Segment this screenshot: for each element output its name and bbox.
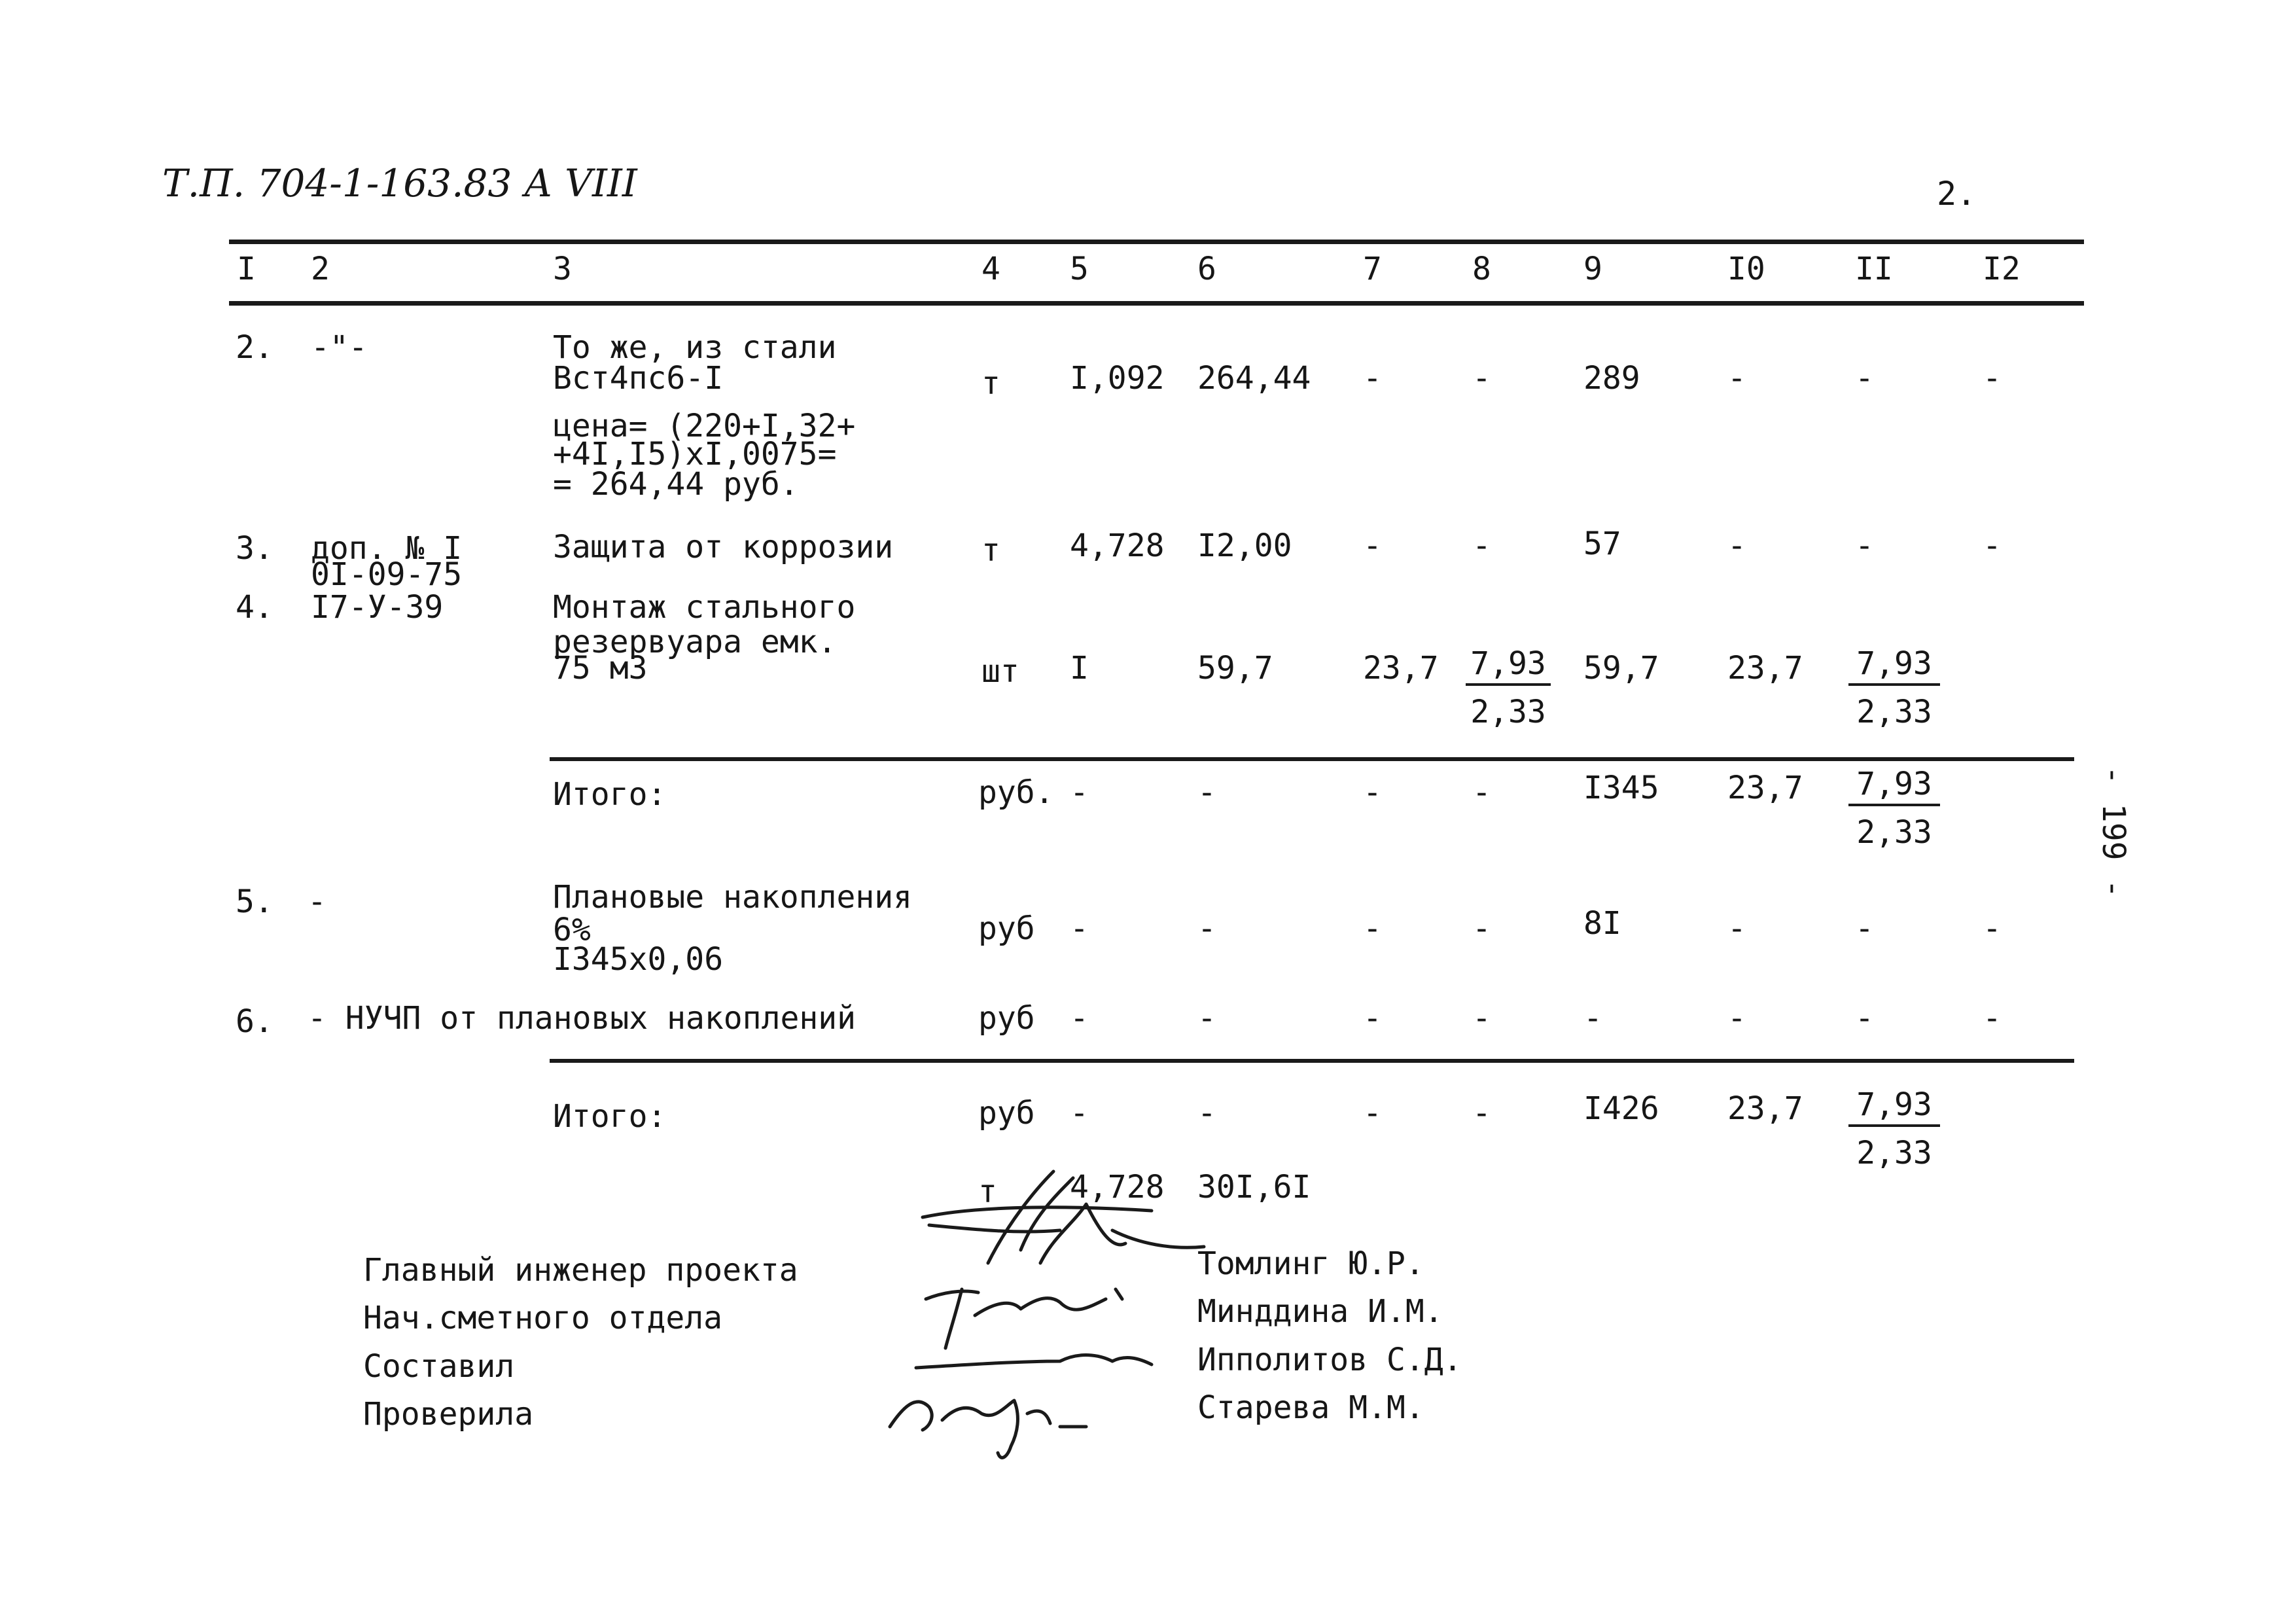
value-cell: - [1070,1095,1089,1132]
row-reference: - [308,883,327,920]
value-cell: - [1197,774,1216,811]
quantity-cell: 4,728 [1070,527,1165,564]
value-cell: - [1855,527,1874,564]
row-reference: 0I-09-75 [311,556,463,593]
column-header: I [237,251,256,287]
row-description: То же, из стали [553,329,837,366]
value-cell: - [1727,910,1746,947]
fraction-denominator: 2,33 [1856,814,1932,851]
value-cell: - [1855,360,1874,397]
value-cell: - [1983,360,2002,397]
value-cell: - [1363,527,1382,564]
row-number: 3. [236,530,274,567]
row-description: Вст4пс6-I [553,360,724,397]
column-header: 8 [1472,251,1491,287]
value-cell: 23,7 [1727,650,1803,687]
signature-stroke [890,1400,1086,1457]
side-page-number: - 199 - [2095,766,2132,899]
value-cell: - [1363,910,1382,947]
row-description: резервуара емк. [553,624,837,660]
price-formula: +4I,I5)xI,0075= [553,436,837,473]
value-cell: - [1472,910,1491,947]
signature-stroke [926,1289,1122,1348]
column-header: II [1855,251,1893,287]
row-description: I345x0,06 [553,941,724,978]
value-cell: 57 [1583,526,1621,562]
value-cell: - [1070,910,1089,947]
row-reference: доп. № I [311,530,463,567]
value-cell: - [1583,1000,1602,1037]
fraction-denominator: 2,33 [1470,694,1546,730]
unit-cell: т [978,1173,997,1210]
value-cell: 59,7 [1197,650,1273,687]
value-cell: - [1197,910,1216,947]
column-header: 3 [553,251,572,287]
row-description: Монтаж стального [553,589,856,626]
signatory-role: Главный инженер проекта [363,1252,798,1289]
value-cell: 23,7 [1727,770,1803,806]
signatory-name: Ипполитов С.Д. [1197,1342,1462,1378]
value-cell: - [1197,1000,1216,1037]
value-cell: - [1472,1095,1491,1132]
column-header: 5 [1070,251,1089,287]
row-description: 6% [553,912,591,948]
column-header: I0 [1727,251,1765,287]
signature-stroke [916,1355,1152,1368]
value-cell: - [1472,774,1491,811]
value-cell: 23,7 [1727,1090,1803,1127]
value-cell: 30I,6I [1197,1169,1311,1205]
subtotal-label: Итого: [553,1098,667,1135]
unit-cell: руб [978,910,1035,947]
fraction-denominator: 2,33 [1856,1135,1932,1171]
row-description: Защита от коррозии [553,529,894,565]
value-cell: - [1727,1000,1746,1037]
value-cell: - [1472,360,1491,397]
column-header: 2 [311,251,330,287]
value-cell: I345 [1583,770,1659,806]
value-cell: - [1070,774,1089,811]
signatory-role: Проверила [363,1396,534,1433]
row-reference: -"- [311,329,368,366]
unit-cell: руб. [978,774,1054,811]
value-cell: - [1983,527,2002,564]
column-header: I2 [1983,251,2021,287]
row-number: 5. [236,883,274,920]
subtotal-label: Итого: [553,776,667,813]
value-cell: I2,00 [1197,527,1292,564]
signature-stroke [988,1171,1204,1263]
row-number: 6. [236,1003,274,1040]
value-cell: - [1983,910,2002,947]
fraction-numerator: 7,93 [1848,1088,1940,1127]
row-reference: I7-У-39 [311,589,444,626]
signatory-name: Старева М.М. [1197,1389,1424,1426]
unit-cell: руб [978,1095,1035,1132]
signatory-name: Томлинг Ю.Р. [1197,1245,1424,1282]
unit-cell: руб [978,1000,1035,1037]
unit-cell: т [981,365,1000,402]
value-cell: - [1070,1000,1089,1037]
row-number: 4. [236,589,274,626]
unit-cell: т [981,532,1000,569]
column-header: 7 [1363,251,1382,287]
signatory-role: Составил [363,1348,515,1385]
value-cell: - [1983,1000,2002,1037]
fraction-numerator: 7,93 [1848,647,1940,686]
value-cell: - [1197,1095,1216,1132]
value-cell: - [1472,1000,1491,1037]
value-cell: - [1363,1000,1382,1037]
fraction-denominator: 2,33 [1856,694,1932,730]
row-number: 2. [236,329,274,366]
row-description: 75 м3 [553,650,648,687]
value-cell: - [1363,1095,1382,1132]
signatory-name: Минддина И.М. [1197,1293,1443,1330]
page-number: 2. [1937,175,1977,213]
price-formula: = 264,44 руб. [553,466,799,503]
value-cell: - [1727,360,1746,397]
document-reference: Т.П. 704-1-163.83 А VIII [162,161,637,205]
quantity-cell: I,092 [1070,360,1165,397]
value-cell: 289 [1583,360,1640,397]
column-header: 9 [1583,251,1602,287]
value-cell: 59,7 [1583,650,1659,687]
quantity-cell: 4,728 [1070,1169,1165,1205]
value-cell: - [1727,527,1746,564]
value-cell: - [1363,774,1382,811]
fraction-numerator: 7,93 [1848,767,1940,806]
value-cell: 264,44 [1197,360,1311,397]
row-description: Плановые накопления [553,879,913,916]
column-header: 6 [1197,251,1216,287]
signatory-role: Нач.сметного отдела [363,1300,723,1336]
value-cell: 23,7 [1363,650,1439,687]
value-cell: 8I [1583,905,1621,942]
column-header: 4 [981,251,1000,287]
value-cell: I426 [1583,1090,1659,1127]
value-cell: - [1472,527,1491,564]
value-cell: - [1855,910,1874,947]
row-description: - НУЧП от плановых накоплений [308,1000,857,1037]
price-formula: цена= (220+I,32+ [553,408,856,444]
value-cell: - [1363,360,1382,397]
quantity-cell: I [1070,650,1089,687]
value-cell: - [1855,1000,1874,1037]
unit-cell: шт [981,653,1019,690]
fraction-numerator: 7,93 [1466,647,1551,686]
